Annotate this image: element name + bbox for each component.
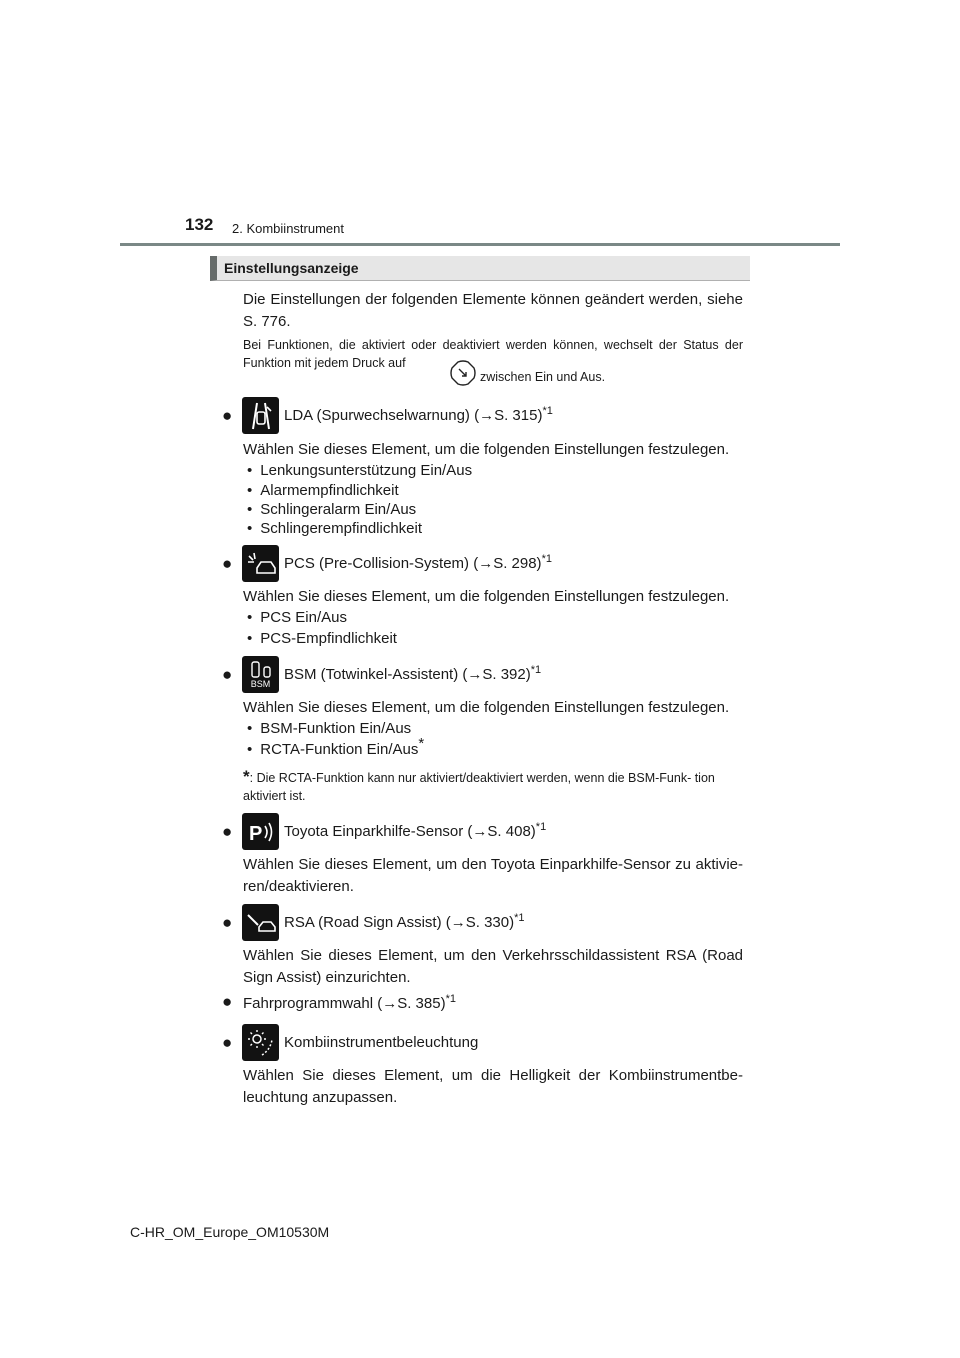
list-item: • Schlingerempfindlichkeit — [247, 519, 422, 539]
list-item: • Alarmempfindlichkeit — [247, 481, 399, 501]
parking-sensor-icon — [242, 813, 279, 850]
intro-note-after: zwischen Ein und Aus. — [480, 370, 606, 384]
item-pcs-desc: Wählen Sie dieses Element, um die folgenden Einstellungen festzulegen. — [243, 588, 730, 605]
page-number: 132 — [185, 215, 214, 234]
footnote: *: Die RCTA-Funktion kann nur aktiviert/deaktiviert werden, wenn die BSM-Funk- tion aktiviert ist. — [243, 767, 715, 803]
bullet-marker: ● — [222, 665, 233, 684]
item-parking-title: Toyota Einparkhilfe-Sensor (→S. 408)$^{*1}$ — [284, 821, 547, 840]
list-item: • RCTA-Funktion Ein/Aus* — [247, 740, 424, 760]
item-parking-desc: Wählen Sie dieses Element, um den Toyota Einparkhilfe-Sensor zu aktivie- ren/deaktivieren. — [243, 856, 743, 895]
item-bsm-desc: Wählen Sie dieses Element, um die folgenden Einstellungen festzulegen. — [243, 699, 730, 716]
item-brightness-desc: Wählen Sie dieses Element, um die Helligkeit der Kombiinstrumentbe- leuchtung anzupassen. — [243, 1067, 743, 1106]
bullet-marker: ● — [222, 992, 233, 1011]
item-rsa-desc: Wählen Sie dieses Element, um den Verkehrsschildassistent RSA (Road Sign Assist) einzurichten. — [243, 947, 743, 986]
svg-text:P: P — [248, 822, 262, 845]
item-brightness-title: Kombiinstrumentbeleuchtung — [284, 1034, 479, 1051]
header-divider — [120, 243, 840, 246]
item-pcs-title: PCS (Pre-Collision-System) (→S. 298)$^{*1}$ — [284, 553, 552, 572]
bullet-marker: ● — [222, 822, 233, 841]
list-item: • Schlingeralarm Ein/Aus — [247, 500, 416, 520]
list-item: • PCS-Empfindlichkeit — [247, 629, 397, 649]
item-rsa-title: RSA (Road Sign Assist) (→S. 330)$^{*1}$ — [284, 912, 525, 931]
intro-note-line1 — [243, 336, 743, 372]
lane-departure-icon — [242, 397, 279, 434]
chapter-title: 2. Kombiinstrument — [232, 221, 344, 236]
steering-switch-icon — [448, 358, 478, 388]
bullet-marker: ● — [222, 406, 233, 425]
item-drive-mode-title: Fahrprogrammwahl (→S. 385)$^{*1}$ — [243, 993, 456, 1012]
pre-collision-icon — [242, 545, 279, 582]
item-lda-desc: Wählen Sie dieses Element, um die folgenden Einstellungen festzulegen. — [243, 441, 730, 458]
intro-text: Die Einstellungen der folgenden Elemente können geändert werden, siehe S. 776. — [243, 291, 743, 330]
list-item: • PCS Ein/Aus — [247, 608, 347, 628]
item-lda-title: LDA (Spurwechselwarnung) (→S. 315)$^{*1}$ — [284, 405, 553, 424]
brightness-icon — [242, 1024, 279, 1061]
list-item: • BSM-Funktion Ein/Aus — [247, 719, 411, 739]
road-sign-assist-icon — [242, 904, 279, 941]
bullet-marker: ● — [222, 913, 233, 932]
bullet-marker: ● — [222, 554, 233, 573]
bsm-icon: BSM — [242, 656, 279, 693]
item-bsm-title: BSM (Totwinkel-Assistent) (→S. 392)$^{*1}$ — [284, 664, 542, 683]
intro-note-before: Bei Funktionen, die aktiviert oder deaktiviert werden können, wechselt der Status der Funktion mit jedem Druck auf — [243, 338, 743, 370]
list-item: • Lenkungsunterstützung Ein/Aus — [247, 461, 472, 481]
bullet-marker: ● — [222, 1033, 233, 1052]
section-heading: Einstellungsanzeige — [210, 256, 750, 281]
document-id: C-HR_OM_Europe_OM10530M — [130, 1224, 330, 1240]
